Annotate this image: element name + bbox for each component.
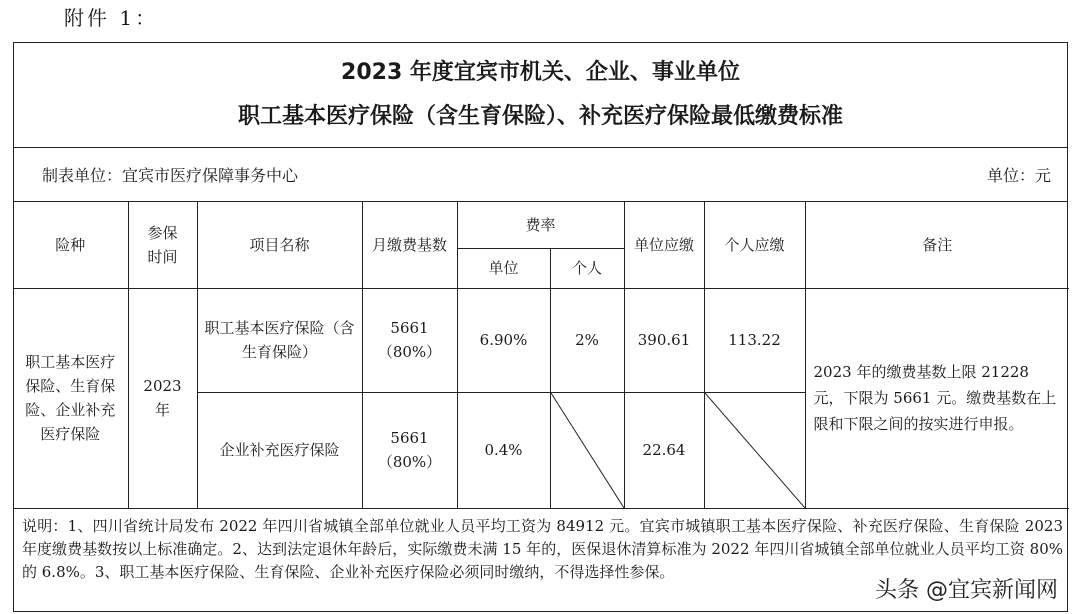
- attachment-label: 附件 1：: [64, 6, 159, 30]
- personal-due-cell: 113.22: [704, 288, 805, 392]
- empty-diagonal-cell: [704, 392, 805, 508]
- header-rate: 费率: [457, 202, 624, 248]
- header-personal-due: 个人应缴: [704, 202, 805, 288]
- header-rate-unit: 单位: [457, 248, 550, 288]
- monthly-base-cell: [362, 288, 457, 392]
- table-title: [14, 43, 1067, 147]
- header-rate-personal: 个人: [550, 248, 624, 288]
- meta-row: [14, 147, 1067, 201]
- header-insurance-type: 险种: [13, 202, 128, 288]
- header-remark: 备注: [805, 202, 1069, 288]
- diagonal-line: [551, 393, 624, 508]
- item-name-cell: [197, 392, 362, 508]
- header-monthly-base-text: 月缴费基数: [371, 235, 447, 254]
- title-line-2: 职工基本医疗保险（含生育保险）、补充医疗保险最低缴费标准: [237, 104, 843, 129]
- insurance-type-cell: [13, 288, 128, 508]
- currency-unit: 单位：元: [986, 166, 1051, 185]
- fee-standards-table: [13, 202, 1069, 509]
- header-enroll-time-text: 参保时间: [147, 223, 178, 266]
- header-monthly-base: [362, 202, 457, 288]
- unit-due-cell: 22.64: [624, 392, 704, 508]
- header-item-name: 项目名称: [197, 202, 362, 288]
- enroll-time-text: 2023年: [143, 377, 182, 419]
- monthly-base-value: 5661: [390, 429, 429, 447]
- monthly-base-value: 5661: [390, 319, 429, 337]
- insurance-type-text: 职工基本医疗保险、生育保险、企业补充医疗保险: [25, 353, 116, 443]
- standards-table-frame: [13, 42, 1068, 612]
- monthly-base-pct: （80%）: [377, 343, 442, 361]
- empty-diagonal-cell: [550, 392, 624, 508]
- remark-cell: 2023 年的缴费基数上限 21228 元，下限为 5661 元。缴费基数在上限和下限之间的按实进行申报。: [805, 288, 1069, 508]
- enroll-time-cell: [128, 288, 197, 508]
- item-name-cell: [197, 288, 362, 392]
- header-unit-due-text: 单位应缴: [634, 235, 695, 254]
- monthly-base-cell: [362, 392, 457, 508]
- rate-unit-cell: 0.4%: [457, 392, 550, 508]
- title-line-1: 2023 年度宜宾市机关、企业、事业单位: [341, 60, 740, 85]
- item-name-text: 职工基本医疗保险（含生育保险）: [204, 319, 355, 361]
- item-name-text: 企业补充医疗保险: [219, 441, 340, 459]
- unit-due-cell: 390.61: [624, 288, 704, 392]
- watermark-logo: 头条 @宜宾新闻网: [869, 571, 1064, 606]
- header-unit-due: [624, 202, 704, 288]
- explanatory-note: 说明：1、四川省统计局发布 2022 年四川省城镇全部单位就业人员平均工资为 84912 元。宜宾市城镇职工基本医疗保险、补充医疗保险、生育保险 2023 年度缴费基数按以上标准确定。2、达到法定退休年龄后，实际缴费未满 15 年的，医保退休清算标准为 2022 年四川省城镇全部单位就业人员平均工资 80%的 6.8%。3、职工基本医疗保险、生育保险、企业补充医疗保险必须同时缴纳，不得选择性参保。: [22, 517, 1063, 581]
- rate-unit-cell: 6.90%: [457, 288, 550, 392]
- header-enroll-time: [128, 202, 197, 288]
- rate-personal-cell: 2%: [550, 288, 624, 392]
- diagonal-line: [705, 393, 805, 508]
- monthly-base-pct: （80%）: [377, 453, 442, 471]
- prepared-by: 制表单位：宜宾市医疗保障事务中心: [42, 166, 299, 185]
